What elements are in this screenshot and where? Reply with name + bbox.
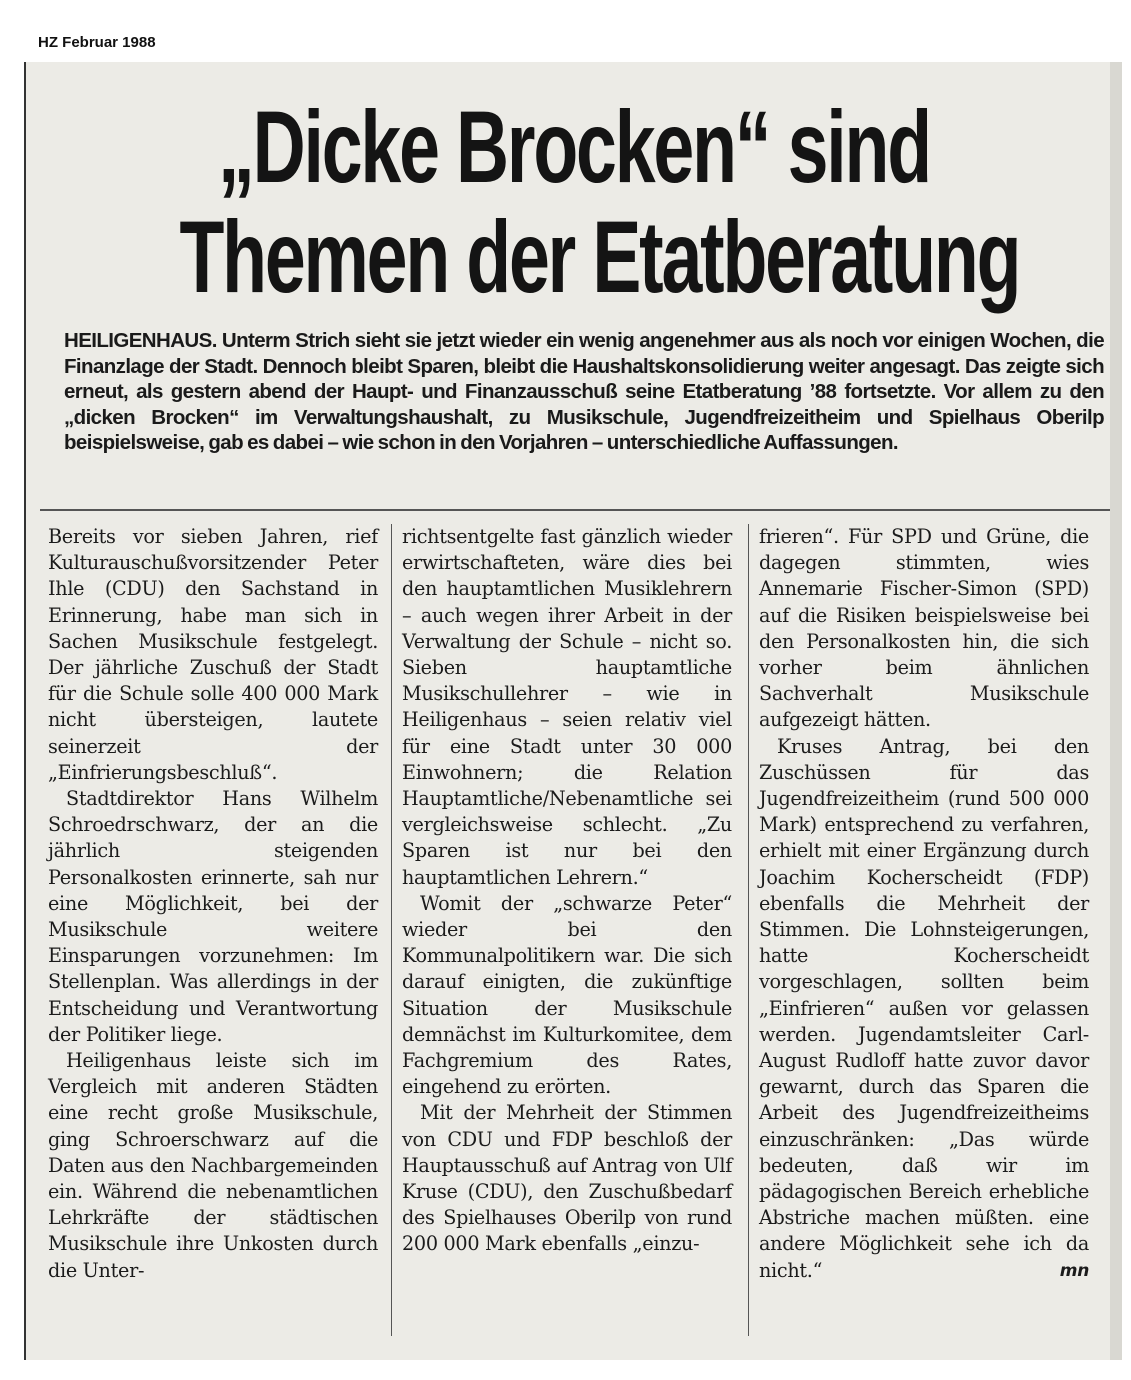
newspaper-clipping: [24, 62, 1122, 1360]
paragraph: frieren“. Für SPD und Grüne, die dagegen stimmten, wies Annemarie Fischer-Simon (SPD) auf die Risiken beispielsweise bei den Personalkosten hin, die sich vorher beim ähnlichen Sachverhalt Musikschule aufgezeigt hätten.: [759, 525, 1089, 732]
paragraph: Kruses Antrag, bei den Zuschüssen für das Jugendfreizeitheim (rund 500 000 Mark) entsprechend zu verfahren, erhielt mit einer Ergänzung durch Joachim Kocherscheidt (FDP) ebenfalls die Mehrheit der Stimmen. Die Lohnsteigerungen, hatte Kocherscheidt vorgeschlagen, sollten beim „Einfrieren“ außen vor gelassen werden. Jugendamtsleiter Carl-August Rudloff hatte zuvor davor gewarnt, durch das Sparen die Arbeit des Jugendfreizeitheims einzuschränken: „Das würde bedeuten, daß wir im pädagogischen Bereich erhebliche Abstriche machen müßten. eine andere Möglichkeit sehe ich da nicht.“: [759, 734, 1089, 1282]
article-column-1: [48, 524, 378, 1284]
paragraph-with-signature: [759, 734, 1089, 1284]
paragraph: Womit der „schwarze Peter“ wieder bei den Kommunalpolitikern war. Die sich darauf einigten, die zukünftige Situation der Musikschule demnächst im Kulturkomitee, dem Fachgremium des Rates, eingehend zu erörten.: [402, 891, 732, 1099]
source-label: HZ Februar 1988: [38, 34, 156, 51]
lead-paragraph: HEILIGENHAUS. Unterm Strich sieht sie jetzt wieder ein wenig angenehmer aus als noch vor einigen Wochen, die Finanzlage der Stadt. Dennoch bleibt Sparen, bleibt die Haushaltskonsolidierung weiter angesagt. Das zeigte sich erneut, als gestern abend der Haupt- und Finanzausschuß seine Etatberatung ’88 fortsetzte. Vor allem zu den „dicken Brocken“ im Verwaltungshaushalt, zu Musikschule, Jugendfreizeitheim und Spielhaus Oberilp beispielsweise, gab es dabei – wie schon in den Vorjahren – unterschiedliche Auffassungen.: [64, 329, 1104, 454]
paragraph: richtsentgelte fast gänzlich wieder erwirtschafteten, wäre dies bei den hauptamtlichen Musiklehrern – auch wegen ihrer Arbeit in der Verwaltung der Schule – nicht so. Sieben hauptamtliche Musikschullehrer – wie in Heiligenhaus – seien relativ viel für eine Stadt unter 30 000 Einwohnern; die Relation Hauptamtliche/Nebenamtliche sei vergleichsweise schlecht. „Zu Sparen ist nur bei den hauptamtlichen Lehrern.“: [402, 525, 732, 889]
headline-line-1: „Dicke Brocken“ sind: [218, 90, 930, 204]
clipping-edge: [1110, 62, 1122, 1360]
paragraph: Mit der Mehrheit der Stimmen von CDU und FDP beschloß der Hauptausschuß auf Antrag von Ulf Kruse (CDU), den Zuschußbedarf des Spielhauses Oberilp von rund 200 000 Mark ebenfalls „einzu-: [402, 1101, 732, 1256]
divider: [40, 509, 1110, 511]
headline: [179, 90, 1020, 314]
paragraph: Stadtdirektor Hans Wilhelm Schroedrschwarz, der an die jährlich steigenden Personalkosten erinnerte, sah nur eine Möglichkeit, bei der Musikschule weitere Einsparungen vorzunehmen: Im Stellenplan. Was allerdings in der Entscheidung und Verantwortung der Politiker liege.: [48, 787, 378, 1046]
paragraph: Bereits vor sieben Jahren, rief Kulturauschußvorsitzender Peter Ihle (CDU) den Sachstand in Erinnerung, habe man sich in Sachen Musikschule festgelegt. Der jährliche Zuschuß der Stadt für die Schule solle 400 000 Mark nicht übersteigen, lautete seinerzeit der „Einfrierungsbeschluß“.: [48, 525, 378, 784]
article-column-3: [759, 524, 1089, 1284]
paragraph: Heiligenhaus leiste sich im Vergleich mit anderen Städten eine recht große Musikschule, ging Schroerschwarz auf die Daten aus den Nachbargemeinden ein. Während die nebenamtlichen Lehrkräfte der städtischen Musikschule ihre Unkosten durch die Unter-: [48, 1049, 378, 1282]
headline-line-2: Themen der Etatberatung: [179, 200, 1020, 314]
column-divider: [748, 524, 749, 1336]
article-column-2: [402, 524, 732, 1258]
column-divider: [391, 524, 392, 1336]
author-signature: mn: [1059, 1260, 1089, 1281]
